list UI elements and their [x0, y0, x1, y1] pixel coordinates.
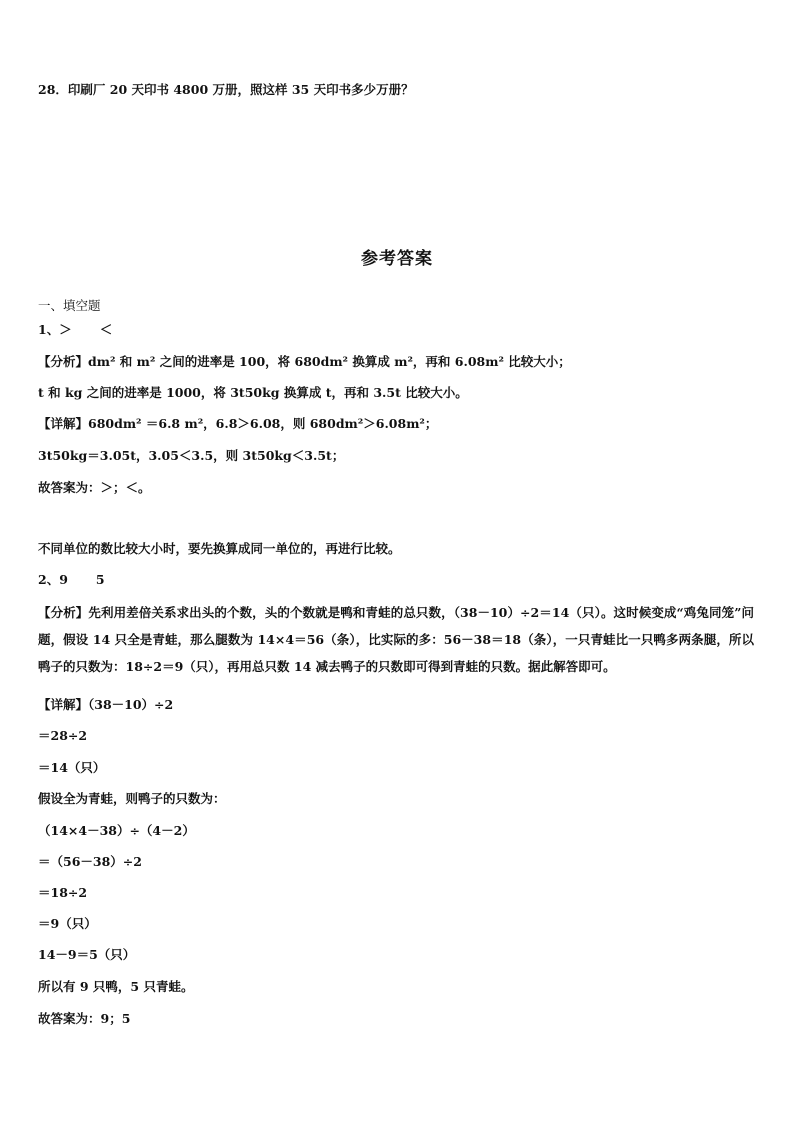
q1-detail-line-3: 故答案为：＞；＜。 — [38, 480, 151, 495]
q1-detail-line-1: 【详解】680dm² ＝6.8 m²，6.8＞6.08，则 680dm²＞6.08m²； — [38, 416, 438, 431]
q2-step: ＝（56－38）÷2 — [38, 854, 142, 869]
q2-step: ＝18÷2 — [38, 885, 88, 900]
q2-answer-second: 5 — [95, 572, 105, 587]
q1-note: 不同单位的数比较大小时，要先换算成同一单位的，再进行比较。 — [38, 541, 401, 556]
q2-step: ＝28÷2 — [38, 728, 88, 743]
q2-step: 【详解】（38－10）÷2 — [38, 697, 174, 712]
q1-detail-line-2: 3t50kg＝3.05t，3.05＜3.5，则 3t50kg＜3.5t； — [38, 448, 345, 463]
q2-step: ＝9（只） — [38, 916, 97, 931]
q2-step: 故答案为：9；5 — [38, 1011, 131, 1026]
q2-answer — [38, 572, 105, 588]
q1-analysis-line-2: t 和 kg 之间的进率是 1000，将 3t50kg 换算成 t，再和 3.5t 比较大小。 — [38, 385, 468, 400]
q2-answer-first: 2、9 — [38, 572, 68, 587]
q1-answer — [38, 322, 112, 338]
q2-step: 14－9＝5（只） — [38, 947, 136, 962]
q2-step: 假设全为青蛙，则鸭子的只数为： — [38, 791, 226, 806]
q2-step: 所以有 9 只鸭，5 只青蛙。 — [38, 979, 194, 994]
q2-step: （14×4－38）÷（4－2） — [38, 823, 195, 838]
answer-title: 参考答案 — [361, 249, 433, 269]
q1-answer-first: 1、＞ — [38, 322, 72, 337]
q1-answer-second: ＜ — [99, 322, 113, 337]
question-28: 28．印刷厂 20 天印书 4800 万册，照这样 35 天印书多少万册？ — [38, 82, 414, 97]
q2-step: ＝14（只） — [38, 760, 106, 775]
q1-analysis-line-1: 【分析】dm² 和 m² 之间的进率是 100，将 680dm² 换算成 m²，再和 6.08m² 比较大小； — [38, 354, 571, 369]
q2-analysis: 【分析】先利用差倍关系求出头的个数，头的个数就是鸭和青蛙的总只数，（38－10）÷2＝14（只）。这时候变成“鸡兔同笼”问题，假设 14 只全是青蛙，那么腿数为 14×4＝56（条），比实际的多：56－38＝18（条），一只青蛙比一只鸭多两条腿，所以鸭子的只数为：18÷2＝9（只），再用总只数 14 减去鸭子的只数即可得到青蛙的只数。据此解答即可。 — [38, 605, 754, 674]
section-heading: 一、填空题 — [38, 298, 101, 313]
